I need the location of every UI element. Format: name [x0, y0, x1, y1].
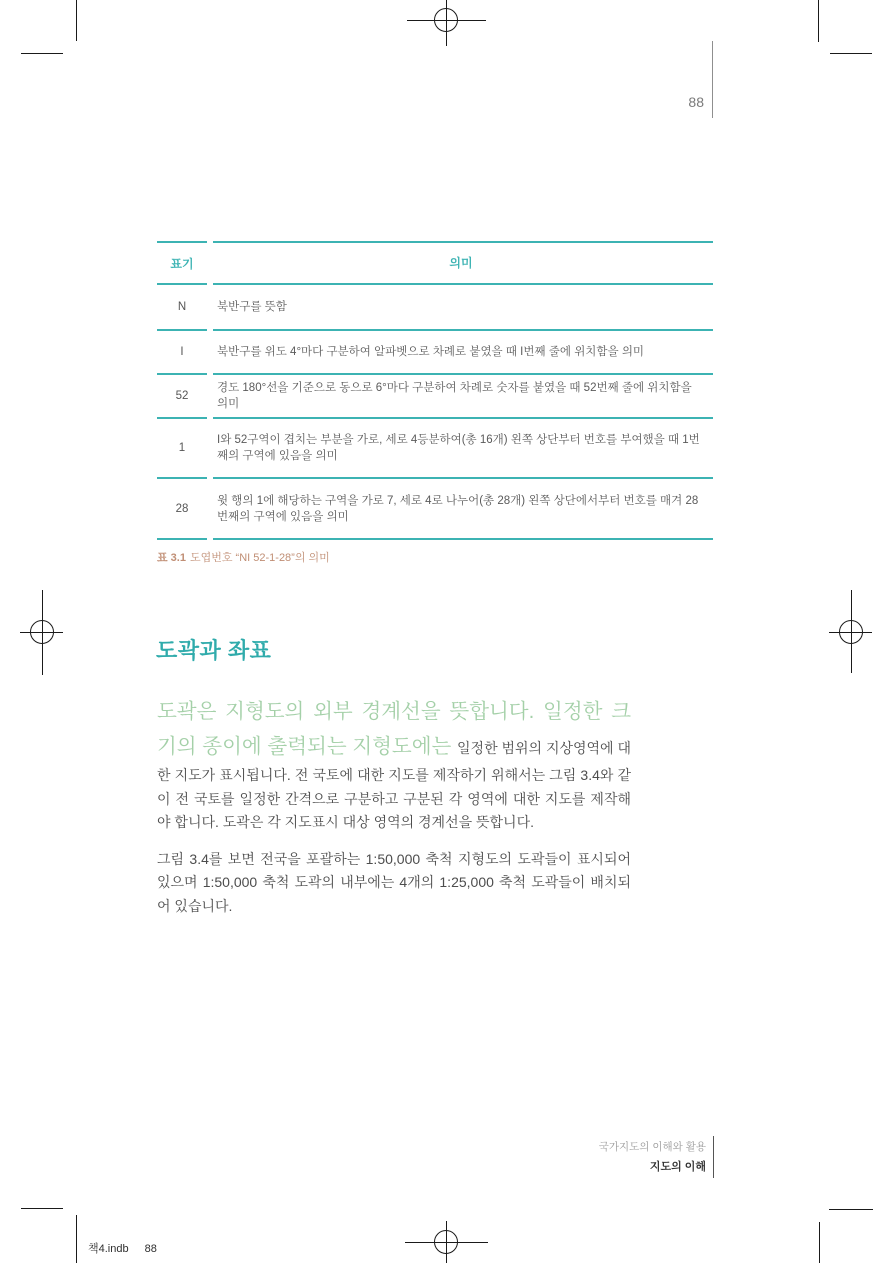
lead-paragraph	[157, 694, 631, 835]
footer-book-title: 국가지도의 이해와 활용	[598, 1141, 706, 1153]
registration-mark-right-middle	[829, 590, 872, 673]
table-cell-meaning: 경도 180°선을 기준으로 동으로 6°마다 구분하여 차례로 숫자를 붙였을 때 52번째 줄에 위치함을 의미	[213, 373, 713, 417]
table-cell-meaning: 윗 행의 1에 해당하는 구역을 가로 7, 세로 4로 나누어(총 28개) 왼쪽 상단에서부터 번호를 매겨 28번째의 구역에 있음을 의미	[213, 477, 713, 538]
table-3-1	[157, 241, 713, 538]
table-header-mark: 표기	[157, 241, 207, 283]
second-paragraph: 그림 3.4를 보면 전국을 포괄하는 1:50,000 축척 지형도의 도곽들이 표시되어 있으며 1:50,000 축척 도곽의 내부에는 4개의 1:25,000 축척 도곽들이 배치되어 있습니다.	[157, 850, 631, 914]
table-header-row	[157, 241, 713, 283]
lead-highlight-text: 도곽은 지형도의 외부 경계선을 뜻합니다. 일정한 크기의 종이에 출력되는 지형도에는	[157, 700, 631, 758]
crop-mark-bottom-left	[21, 1209, 77, 1263]
table-row	[157, 329, 713, 373]
footer-titles	[599, 1139, 706, 1174]
printer-file-line	[88, 1240, 157, 1256]
registration-mark-left-middle	[20, 590, 63, 675]
table-cell-mark: 28	[157, 477, 207, 538]
printer-page-number: 88	[144, 1243, 157, 1255]
table-cell-mark: 1	[157, 417, 207, 477]
table-cell-meaning: 북반구를 뜻함	[213, 283, 713, 329]
table-row	[157, 283, 713, 329]
table-cell-meaning: I와 52구역이 겹치는 부분을 가로, 세로 4등분하여(총 16개) 왼쪽 상단부터 번호를 부여했을 때 1번째의 구역에 있음을 의미	[213, 417, 713, 477]
crop-mark-bottom-right	[820, 1210, 874, 1263]
table-cell-mark: I	[157, 329, 207, 373]
footer-chapter-title: 지도의 이해	[649, 1161, 706, 1173]
page-number-rule	[712, 41, 713, 118]
registration-mark-bottom-center	[405, 1221, 488, 1263]
table-row	[157, 417, 713, 477]
table-cell-mark: 52	[157, 373, 207, 417]
page-number: 88	[688, 94, 704, 110]
table-caption	[157, 549, 330, 565]
registration-mark-top-center	[407, 0, 486, 46]
table-row	[157, 477, 713, 538]
table-cell-mark: N	[157, 283, 207, 329]
crop-mark-top-left	[21, 0, 77, 54]
printer-file-name: 책4.indb	[88, 1243, 129, 1255]
footer-rule	[713, 1136, 714, 1178]
table-cell-meaning: 북반구를 위도 4°마다 구분하여 알파벳으로 차례로 붙였을 때 I번째 줄에 위치함을 의미	[213, 329, 713, 373]
lead-rest-text: 일정한 범위의 지상영역에 대한 지도가 표시됩니다. 전 국토에 대한 지도를 제작하기 위해서는 그림 3.4와 같이 전 국토를 일정한 간격으로 구분하고 구분된 각 영역에 대한 지도를 제작해야 합니다. 도곽은 각 지도표시 대상 영역의 경계선을 뜻합니다.	[157, 740, 631, 830]
table-row	[157, 373, 713, 417]
table-header-meaning: 의미	[213, 241, 713, 283]
crop-mark-top-right	[819, 0, 873, 54]
section-body	[157, 694, 631, 918]
section-heading: 도곽과 좌표	[156, 638, 272, 663]
table-caption-text: 도엽번호 “NI 52-1-28”의 의미	[189, 552, 330, 564]
table-caption-label: 표 3.1	[157, 552, 186, 564]
